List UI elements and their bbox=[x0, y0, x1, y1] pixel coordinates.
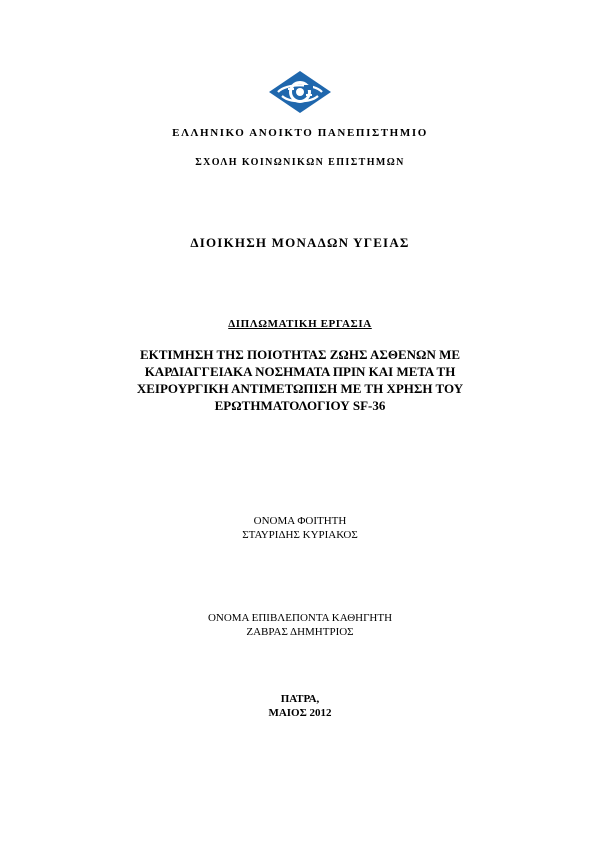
student-name: ΣΤΑΥΡΙΔΗΣ ΚΥΡΙΑΚΟΣ bbox=[242, 529, 358, 541]
supervisor-label: ΟΝΟΜΑ ΕΠΙΒΛΕΠΟΝΤΑ ΚΑΘΗΓΗΤΗ bbox=[207, 612, 393, 624]
thesis-type: ΔΙΠΛΩΜΑΤΙΚΗ ΕΡΓΑΣΙΑ bbox=[228, 318, 372, 330]
department-name: ΔΙΟΙΚΗΣΗ ΜΟΝΑΔΩΝ ΥΓΕΙΑΣ bbox=[190, 235, 410, 250]
thesis-title-line: ΕΡΩΤΗΜΑΤΟΛΟΓΙΟΥ SF-36 bbox=[214, 398, 386, 413]
university-name: ΕΛΛΗΝΙΚΟ ΑΝΟΙΚΤΟ ΠΑΝΕΠΙΣΤΗΜΙΟ bbox=[172, 127, 428, 139]
thesis-title-line: ΧΕΙΡΟΥΡΓΙΚΗ ΑΝΤΙΜΕΤΩΠΙΣΗ ΜΕ ΤΗ ΧΡΗΣΗ ΤΟΥ bbox=[136, 381, 464, 396]
thesis-title bbox=[80, 346, 520, 414]
thesis-title-line: ΚΑΡΔΙΑΓΓΕΙΑΚΑ ΝΟΣΗΜΑΤΑ ΠΡΙΝ ΚΑΙ ΜΕΤΑ ΤΗ bbox=[144, 364, 456, 379]
thesis-title-line: ΕΚΤΙΜΗΣΗ ΤΗΣ ΠΟΙΟΤΗΤΑΣ ΖΩΗΣ ΑΣΘΕΝΩΝ ΜΕ bbox=[139, 347, 461, 362]
student-label: ΟΝΟΜΑ ΦΟΙΤΗΤΗ bbox=[253, 515, 347, 527]
date: ΜΑΙΟΣ 2012 bbox=[268, 707, 332, 719]
school-name: ΣΧΟΛΗ ΚΟΙΝΩΝΙΚΩΝ ΕΠΙΣΤΗΜΩΝ bbox=[195, 157, 405, 168]
city: ΠΑΤΡΑ, bbox=[280, 693, 320, 705]
university-logo-icon bbox=[268, 70, 332, 114]
supervisor-name: ΖΑΒΡΑΣ ΔΗΜΗΤΡΙΟΣ bbox=[246, 626, 354, 638]
